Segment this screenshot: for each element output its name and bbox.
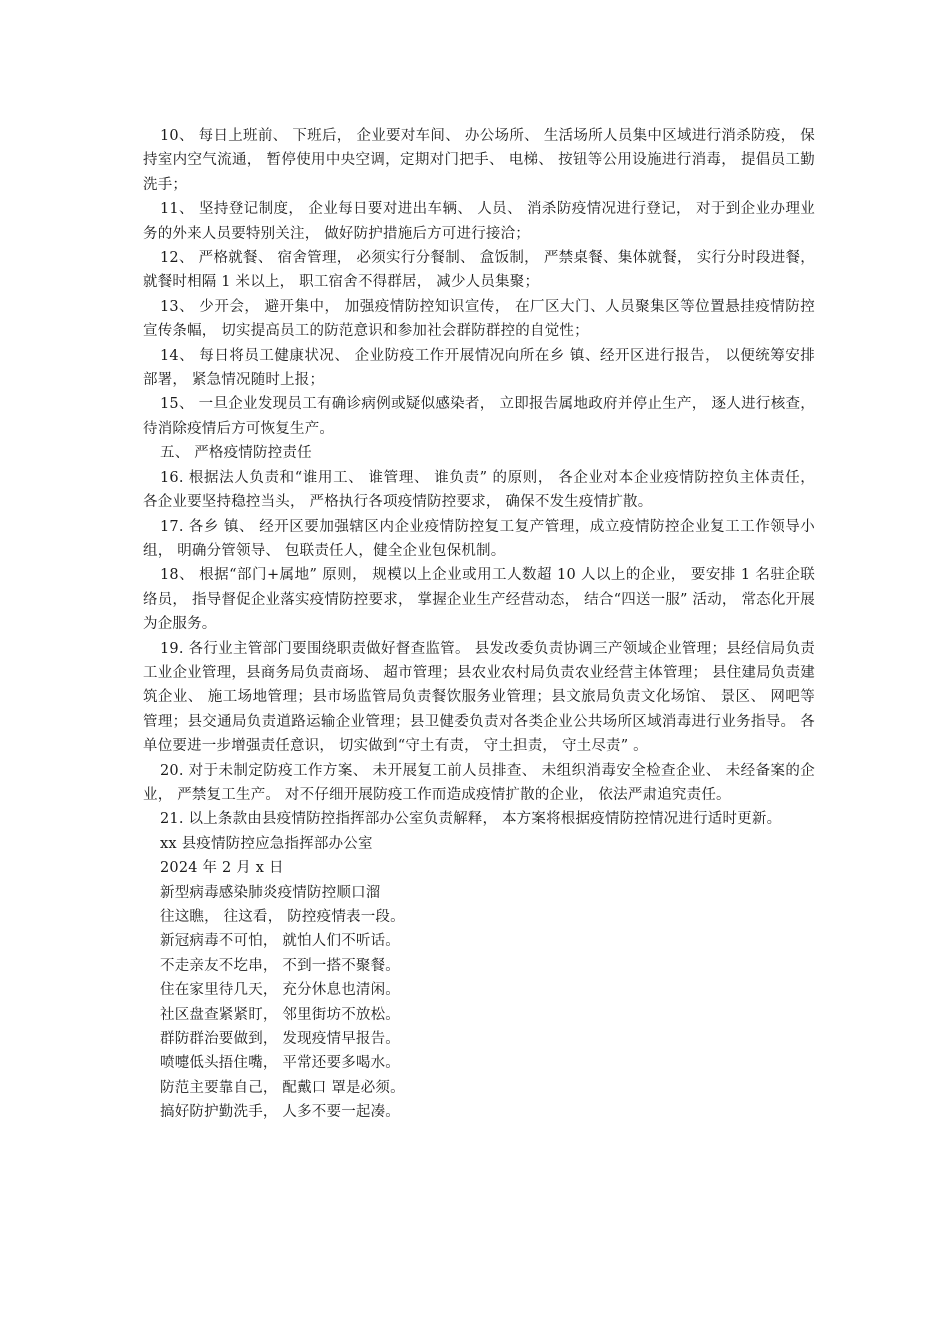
- document-page: [143, 124, 815, 1125]
- paragraph-18: 18、 根据“部门+属地” 原则， 规模以上企业或用工人数超 10 人以上的企业， 要安排 1 名驻企联络员， 指导督促企业落实疫情防控要求， 掌握企业生产经营动态， 结合“四送一服” 活动， 常态化开展为企服务。: [143, 567, 815, 633]
- poem-line: 搞好防护勤洗手， 人多不要一起凑。: [160, 1104, 401, 1121]
- signature-office: xx 县疫情防控应急指挥部办公室: [160, 835, 373, 852]
- paragraph-15: 15、 一旦企业发现员工有确诊病例或疑似感染者， 立即报告属地政府并停止生产， 逐人进行核查， 待消除疫情后方可恢复生产。: [143, 396, 815, 437]
- poem-title: 新型病毒感染肺炎疫情防控顺口溜: [160, 884, 381, 901]
- paragraph-19: 19. 各行业主管部门要围绕职责做好督查监管。 县发改委负责协调三产领域企业管理；县经信局负责工业企业管理，县商务局负责商场、 超市管理；县农业农村局负责农业经营主体管理； 县住建局负责建筑企业、 施工场地管理；县市场监管局负责餐饮服务业管理；县文旅局负责文化场馆、 景区、 网吧等管理；县交通局负责道路运输企业管理；县卫健委负责对各类企业公共场所区域消毒进行业务指导。 各单位要进一步增强责任意识， 切实做到“守土有责， 守土担责， 守土尽责” 。: [143, 640, 815, 755]
- poem-line: 不走亲友不圪串， 不到一搭不聚餐。: [160, 957, 401, 974]
- paragraph-13: 13、 少开会， 避开集中， 加强疫情防控知识宣传， 在厂区大门、人员聚集区等位置悬挂疫情防控宣传条幅， 切实提高员工的防范意识和参加社会群防群控的自觉性；: [143, 298, 815, 340]
- poem-line: 群防群治要做到， 发现疫情早报告。: [160, 1031, 401, 1048]
- paragraph-21: 21. 以上条款由县疫情防控指挥部办公室负责解释， 本方案将根据疫情防控情况进行适时更新。: [160, 811, 782, 828]
- paragraph-12: 12、 严格就餐、 宿舍管理， 必须实行分餐制、 盒饭制， 严禁桌餐、集体就餐， 实行分时段进餐， 就餐时相隔 1 米以上， 职工宿舍不得群居， 减少人员集聚；: [143, 250, 815, 291]
- paragraph-17: 17. 各乡 镇、 经开区要加强辖区内企业疫情防控复工复产管理，成立疫情防控企业复工工作领导小组， 明确分管领导、 包联责任人，健全企业包保机制。: [143, 518, 815, 559]
- poem-line: 社区盘查紧紧盯， 邻里街坊不放松。: [160, 1006, 401, 1023]
- poem-line: 防范主要靠自己， 配戴口 罩是必须。: [160, 1079, 405, 1096]
- poem-line: 住在家里待几天， 充分休息也清闲。: [160, 982, 401, 999]
- paragraph-16: 16. 根据法人负责和“谁用工、 谁管理、 谁负责” 的原则， 各企业对本企业疫情防控负主体责任， 各企业要坚持稳控当头， 严格执行各项疫情防控要求， 确保不发生疫情扩散。: [143, 469, 815, 511]
- poem-line: 往这瞧， 往这看， 防控疫情表一段。: [160, 909, 405, 925]
- poem-line: 喷嚏低头捂住嘴， 平常还要多喝水。: [160, 1055, 401, 1072]
- paragraph-20: 20. 对于未制定防疫工作方案、 未开展复工前人员排查、 未组织消毒安全检查企业、 未经备案的企业， 严禁复工生产。 对不仔细开展防疫工作而造成疫情扩散的企业， 依法严肃追究责任。: [143, 762, 815, 803]
- paragraph-11: 11、 坚持登记制度， 企业每日要对进出车辆、 人员、 消杀防疫情况进行登记， 对于到企业办理业务的外来人员要特别关注， 做好防护措施后方可进行接洽；: [143, 201, 815, 242]
- signature-date: 2024 年 2 月 x 日: [160, 860, 284, 877]
- paragraph-14: 14、 每日将员工健康状况、 企业防疫工作开展情况向所在乡 镇、经开区进行报告， 以便统筹安排部署， 紧急情况随时上报；: [143, 347, 815, 389]
- paragraph-10: 10、 每日上班前、 下班后， 企业要对车间、 办公场所、 生活场所人员集中区域进行消杀防疫， 保持室内空气流通， 暂停使用中央空调，定期对门把手、 电梯、 按钮等公用设施进行消毒， 提倡员工勤洗手；: [143, 128, 815, 193]
- poem-line: 新冠病毒不可怕， 就怕人们不听话。: [160, 933, 401, 950]
- section-heading-5: 五、 严格疫情防控责任: [160, 445, 312, 462]
